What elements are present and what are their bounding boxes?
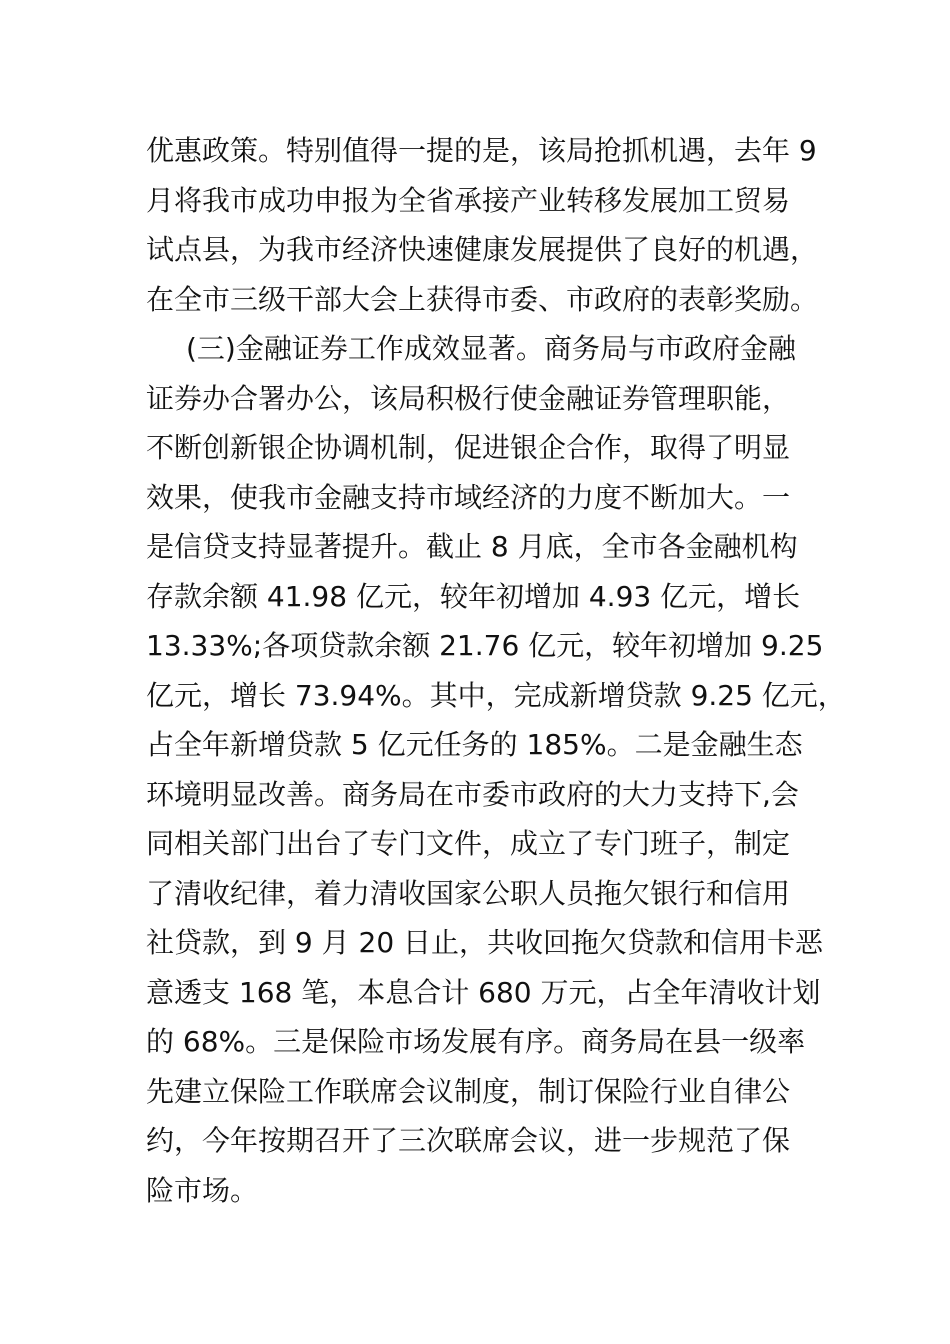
text-line: 的 68%。三是保险市场发展有序。商务局在县一级率 [146, 1025, 806, 1058]
section-heading-line: (三)金融证券工作成效显著。商务局与市政府金融 [186, 332, 796, 365]
text-line: 优惠政策。特别值得一提的是，该局抢抓机遇，去年 9 [146, 134, 817, 167]
text-line: 先建立保险工作联席会议制度，制订保险行业自律公 [146, 1074, 791, 1108]
text-line: 社贷款，到 9 月 20 日止，共收回拖欠贷款和信用卡恶 [146, 926, 824, 959]
text-line: 存款余额 41.98 亿元，较年初增加 4.93 亿元，增长 [146, 579, 801, 613]
text-line: 同相关部门出台了专门文件，成立了专门班子，制定 [146, 827, 791, 860]
text-line: 占全年新增贷款 5 亿元任务的 185%。二是金融生态 [146, 728, 803, 761]
text-line: 约，今年按期召开了三次联席会议，进一步规范了保 [146, 1124, 791, 1157]
text-line: 是信贷支持显著提升。截止 8 月底，全市各金融机构 [146, 530, 798, 563]
text-line: 效果，使我市金融支持市域经济的力度不断加大。一 [146, 480, 791, 514]
body-text [146, 126, 846, 1215]
text-line: 月将我市成功申报为全省承接产业转移发展加工贸易 [146, 183, 791, 217]
text-line: 意透支 168 笔，本息合计 680 万元，占全年清收计划 [146, 975, 821, 1009]
text-line: 环境明显改善。商务局在市委市政府的大力支持下,会 [146, 777, 799, 811]
text-line: 亿元，增长 73.94%。其中，完成新增贷款 9.25 亿元， [146, 678, 846, 712]
text-line: 在全市三级干部大会上获得市委、市政府的表彰奖励。 [146, 282, 819, 316]
text-line: 试点县，为我市经济快速健康发展提供了良好的机遇， [146, 233, 819, 266]
text-line: 不断创新银企协调机制，促进银企合作，取得了明显 [146, 431, 791, 464]
text-line: 了清收纪律，着力清收国家公职人员拖欠银行和信用 [146, 876, 791, 910]
text-line: 险市场。 [146, 1173, 259, 1207]
text-line: 13.33%;各项贷款余额 21.76 亿元，较年初增加 9.25 [146, 629, 824, 662]
text-line: 证券办合署办公，该局积极行使金融证券管理职能， [146, 381, 791, 415]
